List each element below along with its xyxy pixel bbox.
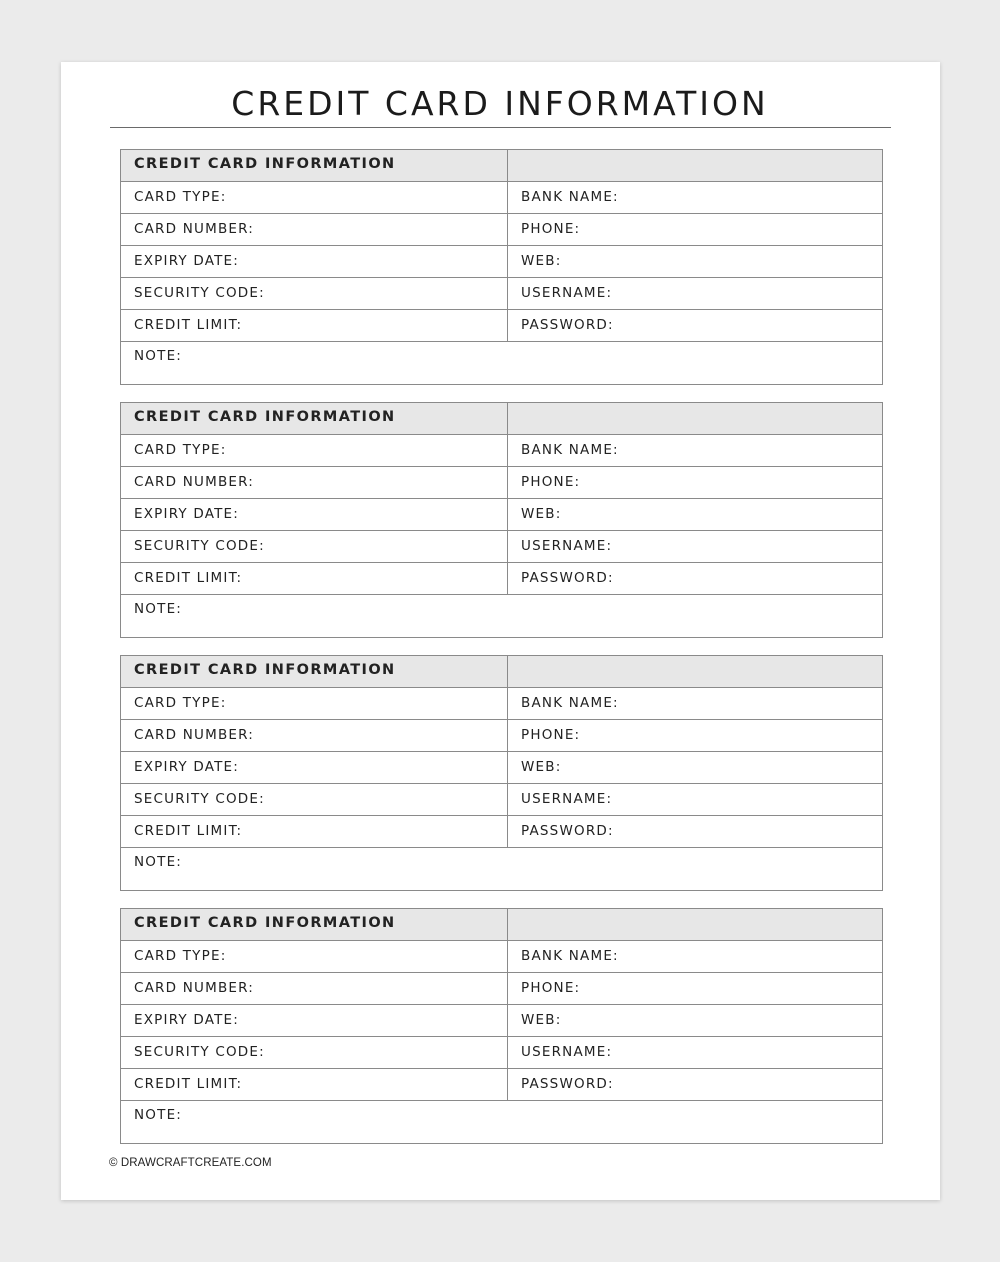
expiry-date-field[interactable]: EXPIRY DATE: (121, 1005, 508, 1036)
credit-limit-field[interactable]: CREDIT LIMIT: (121, 310, 508, 341)
table-row (121, 784, 882, 816)
table-row (121, 941, 882, 973)
phone-field[interactable]: PHONE: (521, 474, 581, 490)
credit-limit-field[interactable]: CREDIT LIMIT: (121, 563, 508, 594)
table-header-row (121, 403, 882, 435)
table-row (121, 182, 882, 214)
table-row (121, 1005, 882, 1037)
note-row (121, 847, 882, 891)
phone-field[interactable]: PHONE: (521, 980, 581, 996)
security-code-field[interactable]: SECURITY CODE: (121, 1037, 508, 1068)
note-row (121, 1100, 882, 1144)
table-header-blank (509, 150, 882, 181)
card-type-field[interactable]: CARD TYPE: (121, 182, 508, 213)
bank-name-field[interactable]: BANK NAME: (521, 189, 619, 205)
table-row (121, 752, 882, 784)
security-code-field[interactable]: SECURITY CODE: (121, 278, 508, 309)
expiry-date-field[interactable]: EXPIRY DATE: (121, 499, 508, 530)
expiry-date-field[interactable]: EXPIRY DATE: (121, 752, 508, 783)
card-type-field[interactable]: CARD TYPE: (121, 941, 508, 972)
table-header-blank (509, 656, 882, 687)
table-header-title: CREDIT CARD INFORMATION (121, 656, 508, 687)
table-row (121, 973, 882, 1005)
table-row (121, 435, 882, 467)
table-row (121, 246, 882, 278)
bank-name-field[interactable]: BANK NAME: (521, 948, 619, 964)
card-type-field[interactable]: CARD TYPE: (121, 435, 508, 466)
credit-card-table (120, 149, 883, 385)
password-field[interactable]: PASSWORD: (521, 823, 614, 839)
table-header-blank (509, 909, 882, 940)
table-row (121, 531, 882, 563)
credit-limit-field[interactable]: CREDIT LIMIT: (121, 1069, 508, 1100)
bank-name-field[interactable]: BANK NAME: (521, 695, 619, 711)
table-header-title: CREDIT CARD INFORMATION (121, 403, 508, 434)
card-type-field[interactable]: CARD TYPE: (121, 688, 508, 719)
table-row (121, 816, 882, 848)
card-number-field[interactable]: CARD NUMBER: (121, 720, 508, 751)
credit-card-table (120, 655, 883, 891)
credit-card-table (120, 402, 883, 638)
phone-field[interactable]: PHONE: (521, 221, 581, 237)
note-field[interactable]: NOTE: (134, 601, 183, 617)
table-header-title: CREDIT CARD INFORMATION (121, 150, 508, 181)
table-row (121, 1037, 882, 1069)
web-field[interactable]: WEB: (521, 1012, 562, 1028)
table-header-row (121, 909, 882, 941)
bank-name-field[interactable]: BANK NAME: (521, 442, 619, 458)
note-field[interactable]: NOTE: (134, 1107, 183, 1123)
table-row (121, 310, 882, 342)
web-field[interactable]: WEB: (521, 253, 562, 269)
note-row (121, 594, 882, 638)
phone-field[interactable]: PHONE: (521, 727, 581, 743)
table-header-row (121, 150, 882, 182)
table-row (121, 278, 882, 310)
note-field[interactable]: NOTE: (134, 854, 183, 870)
password-field[interactable]: PASSWORD: (521, 570, 614, 586)
username-field[interactable]: USERNAME: (521, 791, 613, 807)
table-header-blank (509, 403, 882, 434)
table-header-row (121, 656, 882, 688)
table-row (121, 563, 882, 595)
table-row (121, 720, 882, 752)
security-code-field[interactable]: SECURITY CODE: (121, 784, 508, 815)
password-field[interactable]: PASSWORD: (521, 317, 614, 333)
card-number-field[interactable]: CARD NUMBER: (121, 973, 508, 1004)
credit-card-table (120, 908, 883, 1144)
password-field[interactable]: PASSWORD: (521, 1076, 614, 1092)
copyright-notice: © DRAWCRAFTCREATE.COM (109, 1157, 272, 1169)
web-field[interactable]: WEB: (521, 759, 562, 775)
title-divider (110, 127, 891, 128)
security-code-field[interactable]: SECURITY CODE: (121, 531, 508, 562)
table-row (121, 688, 882, 720)
table-header-title: CREDIT CARD INFORMATION (121, 909, 508, 940)
table-row (121, 467, 882, 499)
card-number-field[interactable]: CARD NUMBER: (121, 214, 508, 245)
credit-limit-field[interactable]: CREDIT LIMIT: (121, 816, 508, 847)
username-field[interactable]: USERNAME: (521, 285, 613, 301)
web-field[interactable]: WEB: (521, 506, 562, 522)
username-field[interactable]: USERNAME: (521, 1044, 613, 1060)
username-field[interactable]: USERNAME: (521, 538, 613, 554)
note-field[interactable]: NOTE: (134, 348, 183, 364)
table-row (121, 214, 882, 246)
table-row (121, 1069, 882, 1101)
card-number-field[interactable]: CARD NUMBER: (121, 467, 508, 498)
page-title: CREDIT CARD INFORMATION (231, 84, 769, 123)
table-row (121, 499, 882, 531)
note-row (121, 341, 882, 385)
expiry-date-field[interactable]: EXPIRY DATE: (121, 246, 508, 277)
